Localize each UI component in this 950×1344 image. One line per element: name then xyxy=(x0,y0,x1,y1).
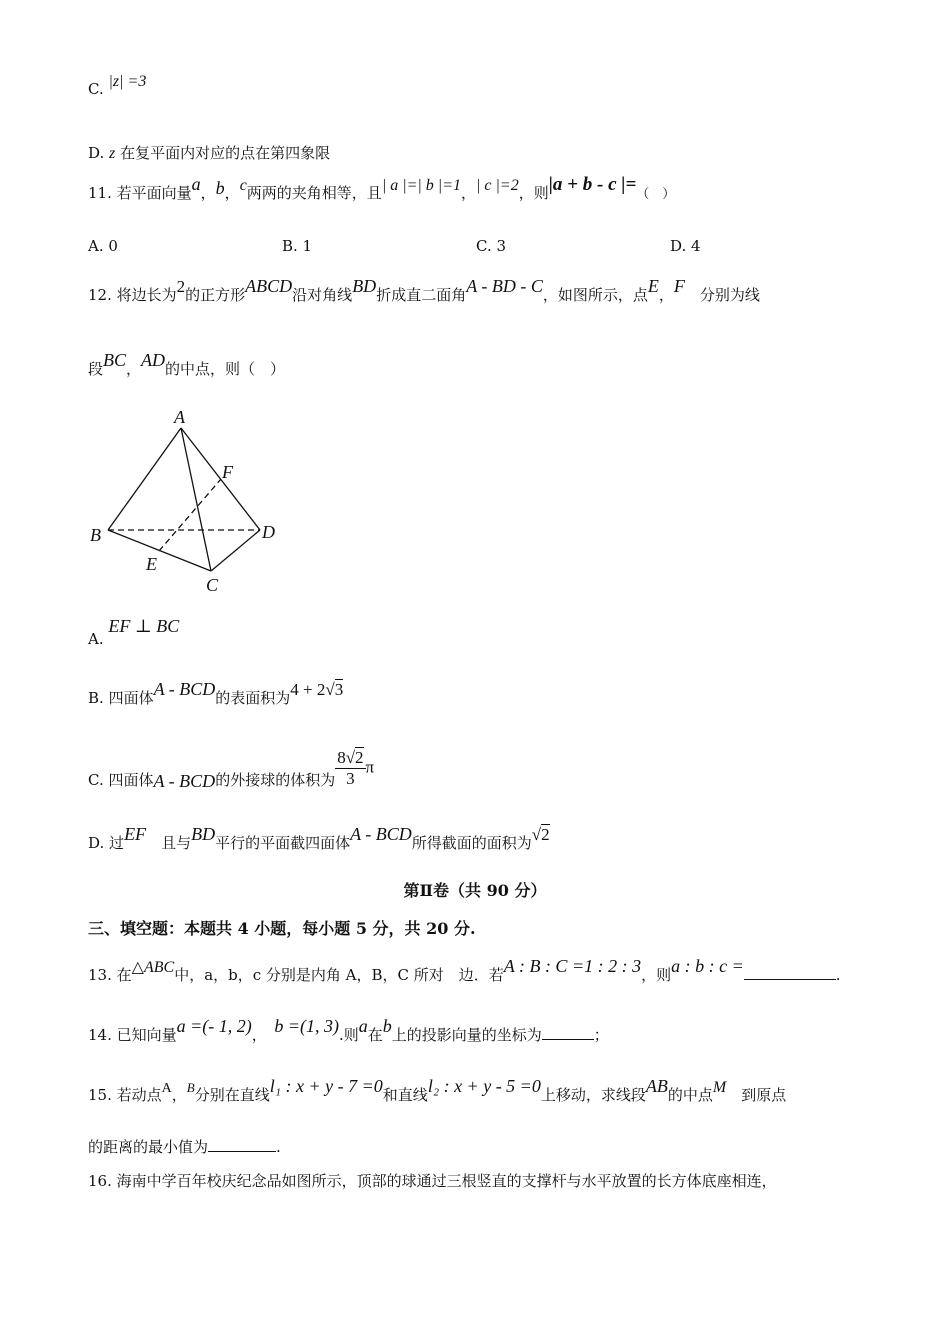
separator: ， xyxy=(200,184,216,202)
segment-ef xyxy=(159,479,221,551)
question-16 xyxy=(88,1170,777,1191)
q12-option-b xyxy=(88,679,344,708)
question-text: 将边长为 xyxy=(116,286,177,304)
sqrt-sign: √ xyxy=(531,825,542,844)
option-label: B. xyxy=(88,689,104,707)
question-text: 沿对角线 xyxy=(292,286,353,304)
question-text: 已知向量 xyxy=(116,1026,177,1044)
option-text: A. 0 xyxy=(88,237,118,255)
punctuation: . xyxy=(835,966,841,984)
fraction-numerator xyxy=(335,748,365,769)
label-b: B xyxy=(90,525,101,545)
question-text: 到原点 xyxy=(741,1086,787,1104)
option-text: 所得截面的面积为 xyxy=(411,834,532,852)
option-label: A. xyxy=(88,630,104,648)
question-text: 的中点，则（ ） xyxy=(165,360,286,378)
question-text: 分别在直线 xyxy=(194,1086,270,1104)
math-var: B xyxy=(186,1080,195,1095)
math-expression: | c |=2 xyxy=(476,177,519,194)
question-12 xyxy=(88,276,760,305)
option-text: 在复平面内对应的点在第四象限 xyxy=(120,144,331,162)
edge-ac xyxy=(181,428,211,571)
math-var: AB xyxy=(645,1076,668,1096)
option-text: D. 4 xyxy=(670,237,701,255)
math-expression: |a + b - c |= xyxy=(548,174,637,195)
question-text: 段 xyxy=(88,360,104,378)
math-expression: △ABC xyxy=(131,959,175,976)
question-text: .则 xyxy=(338,1026,359,1044)
math-var: EF xyxy=(124,824,147,844)
sqrt-radicand: 2 xyxy=(541,825,550,844)
edge-cd xyxy=(211,530,260,571)
fraction-denominator: 3 xyxy=(346,769,355,788)
question-text: 两两的夹角相等，且 xyxy=(246,184,382,202)
separator: ， xyxy=(461,184,477,202)
numerator-value: 8 xyxy=(337,748,346,767)
math-expression: A : B : C =1 : 2 : 3 xyxy=(503,956,642,976)
separator: ， xyxy=(658,286,674,304)
punctuation: . xyxy=(276,1138,281,1156)
sqrt-radicand: 3 xyxy=(334,680,344,699)
math-expression: l₁ : x + y - 7 =0 xyxy=(269,1076,383,1096)
math-expression: b =(1, 3) xyxy=(274,1016,339,1036)
math-expression: A - BD - C xyxy=(466,276,543,296)
option-text: 的表面积为 xyxy=(215,689,291,707)
question-text: ，如图所示，点 xyxy=(542,286,648,304)
math-expression: 4 + 2 xyxy=(290,680,326,699)
math-number: 2 xyxy=(176,277,186,296)
question-text: 若动点 xyxy=(116,1086,162,1104)
question-number: 14. xyxy=(88,1026,112,1044)
math-var: F xyxy=(673,276,685,296)
question-text: 中，a，b，c 分别是内角 A，B，C 所对 边．若 xyxy=(174,966,504,984)
pi-symbol: π xyxy=(365,757,375,777)
question-15 xyxy=(88,1076,787,1105)
math-var: M xyxy=(712,1079,727,1096)
question-text: 上移动，求线段 xyxy=(540,1086,646,1104)
separator: ， xyxy=(171,1086,187,1104)
option-c-prev xyxy=(88,73,147,99)
fraction xyxy=(335,748,365,789)
option-label: D. xyxy=(88,144,105,162)
math-var: E xyxy=(647,276,659,296)
part-2-title: 第Ⅱ卷（共 90 分） xyxy=(403,881,547,900)
math-var: a xyxy=(191,174,201,194)
option-text: B. 1 xyxy=(282,237,313,255)
label-f: F xyxy=(222,462,233,482)
question-text: 上的投影向量的坐标为 xyxy=(391,1026,542,1044)
question-text: 分别为线 xyxy=(699,286,760,304)
q11-option-d xyxy=(670,237,701,255)
answer-blank[interactable] xyxy=(744,965,836,980)
question-11 xyxy=(88,174,676,204)
section-3-title: 三、填空题：本题共 4 小题，每小题 5 分，共 20 分. xyxy=(88,919,476,938)
question-text: 海南中学百年校庆纪念品如图所示，顶部的球通过三根竖直的支撑杆与水平放置的长方体底座相连， xyxy=(116,1172,777,1190)
math-expression: | a |=| b |=1 xyxy=(381,177,461,194)
question-14 xyxy=(88,1016,609,1045)
q12-option-a xyxy=(88,616,180,649)
math-expression: l₂ : x + y - 5 =0 xyxy=(427,1076,541,1096)
option-text: 四面体 xyxy=(108,689,154,707)
edge-ab xyxy=(108,428,181,530)
math-var: A xyxy=(161,1081,172,1096)
math-var: z xyxy=(109,145,116,162)
q11-option-b xyxy=(282,237,312,255)
answer-blank[interactable] xyxy=(208,1137,276,1152)
question-13 xyxy=(88,956,841,985)
question-text: 若平面向量 xyxy=(116,184,192,202)
label-a: A xyxy=(174,407,185,427)
question-text: 的正方形 xyxy=(185,286,246,304)
question-number: 16. xyxy=(88,1172,112,1190)
sqrt-radicand: 2 xyxy=(355,748,364,767)
question-text: 的中点 xyxy=(667,1086,713,1104)
math-var: ABCD xyxy=(245,276,293,296)
question-number: 13. xyxy=(88,966,112,984)
option-text: 的外接球的体积为 xyxy=(215,770,336,789)
math-var: c xyxy=(239,177,247,194)
math-var: BD xyxy=(191,824,216,844)
tetrahedron-figure xyxy=(80,400,300,600)
math-var: BC xyxy=(103,350,127,370)
option-text: 且与 xyxy=(161,834,192,852)
question-number: 11. xyxy=(88,184,112,202)
label-c: C xyxy=(206,575,219,595)
question-text: 在 xyxy=(116,966,132,984)
math-expression: a =(- 1, 2) xyxy=(176,1016,252,1036)
label-e: E xyxy=(146,554,157,574)
question-text: 的距离的最小值为 xyxy=(88,1138,209,1156)
option-label: C. xyxy=(88,80,104,98)
option-text: 过 xyxy=(109,834,125,852)
math-expression: |z| =3 xyxy=(108,73,147,90)
math-var: AD xyxy=(141,350,166,370)
question-text: 折成直二面角 xyxy=(376,286,467,304)
sqrt-sign: √ xyxy=(325,680,335,699)
question-15-cont xyxy=(88,1136,281,1157)
option-label: C. xyxy=(88,770,104,789)
math-expression: EF ⊥ BC xyxy=(108,616,180,636)
math-expression: A - BCD xyxy=(350,824,412,844)
answer-blank[interactable] xyxy=(542,1025,594,1040)
option-text: 平行的平面截四面体 xyxy=(215,834,351,852)
question-12-cont xyxy=(88,350,286,379)
option-text: C. 3 xyxy=(476,237,507,255)
math-expression: A - BCD xyxy=(153,679,216,699)
separator: ， xyxy=(224,184,240,202)
question-text: 和直线 xyxy=(382,1086,428,1104)
q11-option-c xyxy=(476,237,506,255)
option-d-prev xyxy=(88,142,330,163)
question-text: ，则 xyxy=(641,966,672,984)
math-var: a xyxy=(358,1016,368,1036)
math-var: b xyxy=(382,1016,392,1036)
question-text: ，则 xyxy=(518,184,549,202)
math-expression: A - BCD xyxy=(153,770,216,791)
question-number: 12. xyxy=(88,286,112,304)
sqrt-sign: √ xyxy=(345,748,356,767)
question-number: 15. xyxy=(88,1086,112,1104)
q12-option-c xyxy=(88,748,374,789)
answer-paren: （ ） xyxy=(636,187,676,202)
q11-option-a xyxy=(88,237,118,255)
punctuation: ； xyxy=(593,1026,609,1044)
math-expression: a : b : c = xyxy=(671,956,744,976)
math-var: BD xyxy=(352,276,377,296)
separator: ， xyxy=(126,360,142,378)
label-d: D xyxy=(262,522,275,542)
question-text: 在 xyxy=(367,1026,383,1044)
option-text: 四面体 xyxy=(108,770,154,789)
math-var: b xyxy=(215,178,225,198)
option-label: D. xyxy=(88,834,105,852)
q12-option-d xyxy=(88,824,550,853)
separator: ， xyxy=(251,1026,260,1044)
